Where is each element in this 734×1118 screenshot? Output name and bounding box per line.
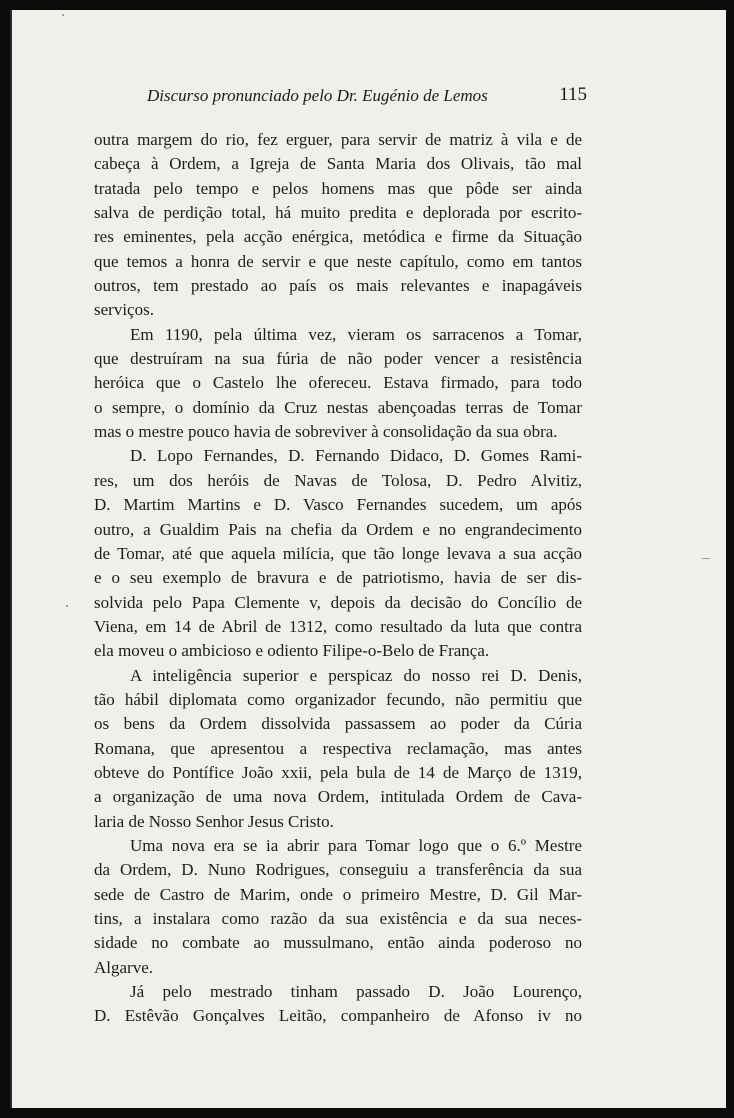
paragraph: [94, 444, 582, 663]
text-line: tão hábil diplomata como organizador fecundo, não permitiu que: [94, 689, 582, 709]
text-line: solvida pelo Papa Clemente v, depois da decisão do Concílio de: [94, 592, 582, 612]
paragraph: [94, 128, 582, 323]
text-line: os bens da Ordem dissolvida passassem ao poder da Cúria: [94, 714, 582, 734]
paragraph: [94, 664, 582, 834]
text-line: laria de Nosso Senhor Jesus Cristo.: [94, 811, 334, 831]
text-line: outro, a Gualdim Pais na chefia da Ordem e no engrandecimento: [94, 519, 582, 539]
text-line: outra margem do rio, fez erguer, para servir de matriz à vila e de: [94, 130, 582, 149]
body-text: [94, 128, 582, 1029]
text-line: cabeça à Ordem, a Igreja de Santa Maria dos Olivais, tão mal: [94, 154, 582, 174]
text-line: A inteligência superior e perspicaz do nosso rei D. Denis,: [130, 665, 582, 685]
text-line: sede de Castro de Marim, onde o primeiro Mestre, D. Gil Mar-: [94, 884, 582, 904]
text-line: a organização de uma nova Ordem, intitulada Ordem de Cava-: [94, 787, 582, 807]
text-line: tins, a instalara como razão da sua existência e da sua neces-: [94, 909, 582, 928]
text-line: res, um dos heróis de Navas de Tolosa, D. Pedro Alvitiz,: [94, 470, 582, 490]
print-speck: [66, 605, 68, 607]
text-line: salva de perdição total, há muito predita e deplorada por escrito-: [94, 203, 582, 223]
text-line: mas o mestre pouco havia de sobreviver à consolidação da sua obra.: [94, 422, 558, 442]
header-title: Discurso pronunciado pelo Dr. Eugénio de Lemos: [147, 86, 488, 105]
text-line: Uma nova era se ia abrir para Tomar logo que o 6.º Mestre: [130, 835, 582, 855]
print-speck: [702, 558, 710, 559]
text-line: Em 1190, pela última vez, vieram os sarracenos a Tomar,: [130, 324, 582, 344]
text-line: heróica que o Castelo lhe ofereceu. Estava firmado, para todo: [94, 373, 582, 393]
paragraph: [94, 980, 582, 1029]
paragraph: [94, 834, 582, 980]
paragraph: [94, 323, 582, 445]
book-page: [10, 10, 726, 1108]
text-line: que destruíram na sua fúria de não poder vencer a resistência: [94, 349, 582, 369]
text-line: ela moveu o ambicioso e odiento Filipe-o-Belo de França.: [94, 641, 490, 661]
text-line: D. Lopo Fernandes, D. Fernando Didaco, D. Gomes Rami-: [130, 446, 582, 466]
text-line: serviços.: [94, 300, 154, 320]
text-line: D. Martim Martins e D. Vasco Fernandes sucedem, um após: [94, 495, 582, 515]
text-line: o sempre, o domínio da Cruz nestas abençoadas terras de Tomar: [94, 397, 582, 417]
text-line: res eminentes, pela acção enérgica, metódica e firme da Situação: [94, 227, 582, 247]
page-number: 115: [559, 84, 587, 105]
running-header: [147, 82, 587, 112]
text-line: D. Estêvão Gonçalves Leitão, companheiro de Afonso iv no: [94, 1006, 582, 1026]
text-line: obteve do Pontífice João xxii, pela bula de 14 de Março de 1319,: [94, 762, 582, 782]
text-line: e o seu exemplo de bravura e de patriotismo, havia de ser dis-: [94, 568, 582, 588]
text-line: de Tomar, até que aquela milícia, que tão longe levava a sua acção: [94, 543, 582, 563]
text-line: Viena, em 14 de Abril de 1312, como resultado da luta que contra: [94, 616, 582, 636]
text-line: sidade no combate ao mussulmano, então ainda poderoso no: [94, 933, 582, 953]
text-line: outros, tem prestado ao país os mais relevantes e inapagáveis: [94, 276, 582, 296]
text-line: Já pelo mestrado tinham passado D. João Lourenço,: [130, 982, 582, 1002]
text-line: tratada pelo tempo e pelos homens mas que pôde ser ainda: [94, 178, 582, 198]
print-speck: [62, 14, 64, 16]
text-line: da Ordem, D. Nuno Rodrigues, conseguiu a transferência da sua: [94, 860, 582, 880]
text-line: que temos a honra de servir e que neste capítulo, como em tantos: [94, 251, 582, 271]
text-line: Romana, que apresentou a respectiva reclamação, mas antes: [94, 738, 582, 758]
text-line: Algarve.: [94, 957, 154, 977]
